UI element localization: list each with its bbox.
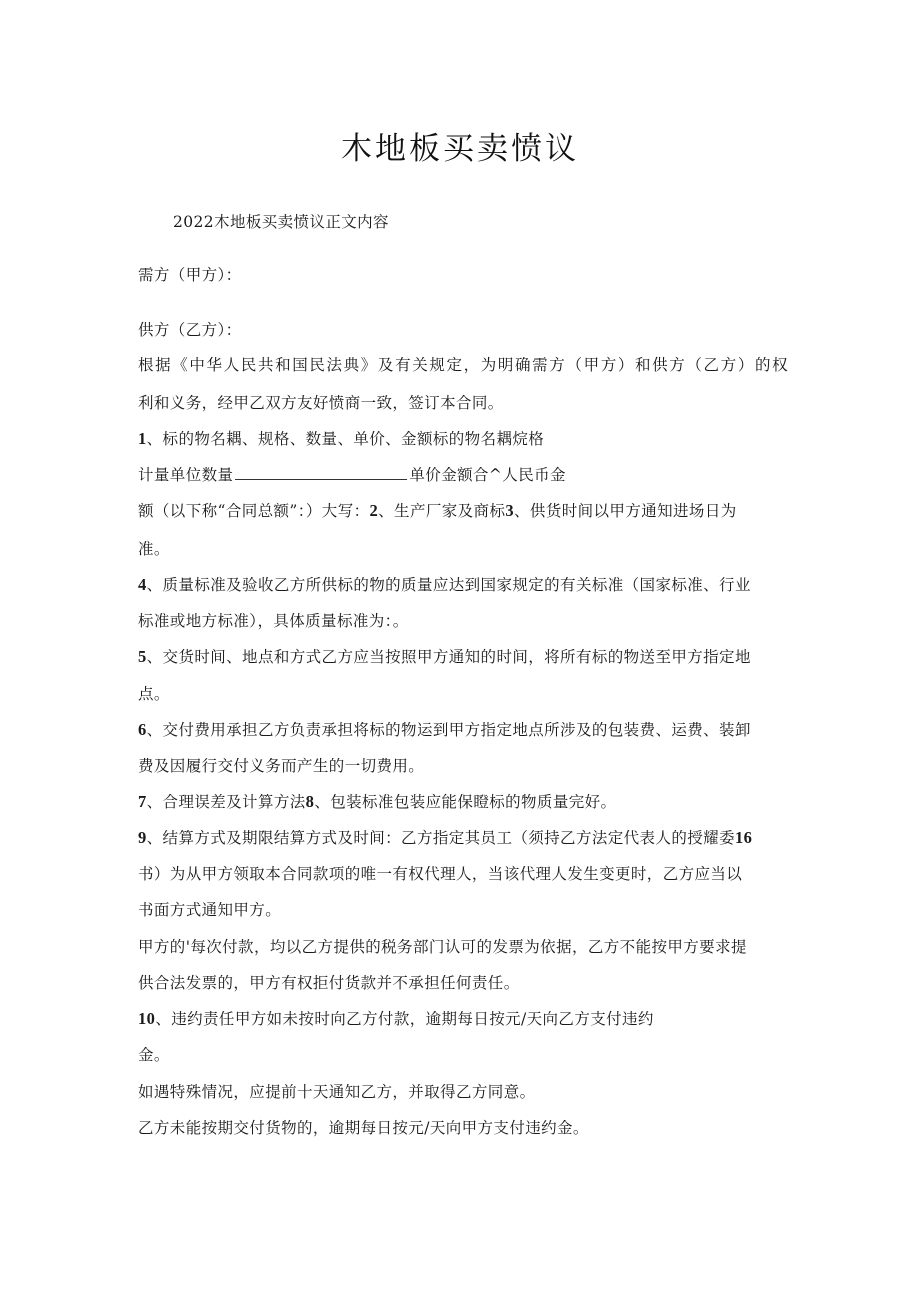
section-7-number: 7 — [138, 792, 147, 811]
total-amount-label: 额（以下称“合同总额”：）大写： — [138, 502, 370, 520]
blank-underline — [235, 464, 407, 480]
section-10-text: 、违约责任甲方如未按时向乙方付款，逾期每日按元/天向乙方支付违约 — [155, 1010, 654, 1028]
section-9-heading — [138, 826, 798, 850]
seller-label-text: 供方（乙方）： — [138, 321, 242, 339]
buyer-label — [138, 263, 798, 287]
section-5-number: 5 — [138, 647, 147, 666]
special-case-paragraph — [138, 1080, 798, 1104]
section-3-number: 3 — [505, 501, 515, 520]
section-7-8-line — [138, 790, 798, 814]
section-1-text: 、标的物名耦、规格、数量、单价、金额标的物名耦烷格 — [146, 430, 545, 448]
section-4-number: 4 — [138, 575, 147, 594]
section-5-heading — [138, 645, 798, 669]
intro-paragraph-line-1 — [138, 353, 788, 377]
section-10-line-2 — [138, 1043, 798, 1067]
section-2-text: 、生产厂家及商标 — [378, 502, 506, 520]
document-title: 木地板买卖愤议 — [341, 131, 579, 167]
section-3-text-2: 准。 — [138, 540, 170, 558]
section-1-line-2 — [138, 463, 798, 487]
section-9-number: 9 — [138, 828, 147, 847]
special-case-text: 如遇特殊情况，应提前十天通知乙方，并取得乙方同意。 — [138, 1083, 536, 1101]
buyer-label-text: 需方（甲方）： — [138, 266, 242, 284]
invoice-text-1: 甲方的'每次付款，均以乙方提供的税务部门认可的发票为依据，乙方不能按甲方要求提 — [138, 938, 747, 956]
section-6-text: 、交付费用承担乙方负责承担将标的物运到甲方指定地点所涉及的包装费、运费、装卸 — [146, 721, 751, 739]
section-9-line-3 — [138, 898, 798, 922]
section-10-heading — [138, 1007, 798, 1031]
section-9-text-2: 书）为从甲方领取本合同款项的唯一有权代理人，当该代理人发生变更时，乙方应当以 — [138, 865, 743, 883]
section-4-text: 、质量标准及验收乙方所供标的物的质量应达到国家规定的有关标准（国家标准、行业 — [146, 576, 751, 594]
section-10-text-2: 金。 — [138, 1046, 170, 1064]
section-10-number: 10 — [138, 1009, 156, 1028]
section-1-number: 1 — [138, 429, 147, 448]
section-7-text: 、合理误差及计算方法 — [146, 793, 306, 811]
section-6-heading — [138, 718, 798, 742]
section-9-text-3: 书面方式通知甲方。 — [138, 901, 282, 919]
section-9-text: 、结算方式及期限结算方式及时间：乙方指定其员工（须持乙方法定代表人的授耀委 — [146, 829, 735, 847]
section-1-line-3 — [138, 499, 798, 523]
document-subtitle — [173, 210, 833, 234]
section-8-number: 8 — [305, 792, 315, 811]
seller-label — [138, 318, 798, 342]
invoice-paragraph-line-2 — [138, 971, 798, 995]
section-5-text: 、交货时间、地点和方式乙方应当按照甲方通知的时间，将所有标的物送至甲方指定地 — [146, 648, 751, 666]
quantity-label: 计量单位数量 — [138, 466, 234, 484]
subtitle-text: 2022木地板买卖愤议正文内容 — [173, 213, 389, 231]
section-5-text-2: 点。 — [138, 685, 170, 703]
section-6-text-2: 费及因履行交付义务而产生的一切费用。 — [138, 757, 425, 775]
intro-text-1: 根据《中华人民共和国民法典》及有关规定，为明确需方（甲方）和供方（乙方）的权 — [138, 356, 788, 374]
price-label: 单价金额合^人民币金 — [409, 466, 566, 484]
section-9-inline-number: 16 — [734, 828, 753, 847]
section-2-number: 2 — [369, 501, 379, 520]
intro-paragraph-line-2 — [138, 391, 798, 415]
section-3-line-2 — [138, 537, 798, 561]
section-4-heading — [138, 573, 798, 597]
section-1-heading — [138, 427, 798, 451]
section-9-line-2 — [138, 862, 798, 886]
section-5-line-2 — [138, 682, 798, 706]
section-4-line-2 — [138, 609, 798, 633]
section-8-text: 、包装标准包装应能保瞪标的物质量完好。 — [314, 793, 617, 811]
invoice-paragraph-line-1 — [138, 935, 798, 959]
section-6-line-2 — [138, 754, 798, 778]
intro-text-2: 利和义务，经甲乙双方友好愤商一致，签订本合同。 — [138, 394, 504, 412]
invoice-text-2: 供合法发票的，甲方有权拒付货款并不承担任何责任。 — [138, 974, 520, 992]
late-delivery-text: 乙方未能按期交付货物的，逾期每日按元/天向甲方支付违约金。 — [138, 1119, 589, 1137]
section-4-text-2: 标准或地方标准），具体质量标准为：。 — [138, 612, 409, 630]
late-delivery-paragraph — [138, 1116, 798, 1140]
section-6-number: 6 — [138, 720, 147, 739]
section-3-text: 、供货时间以甲方通知进场日为 — [514, 502, 737, 520]
